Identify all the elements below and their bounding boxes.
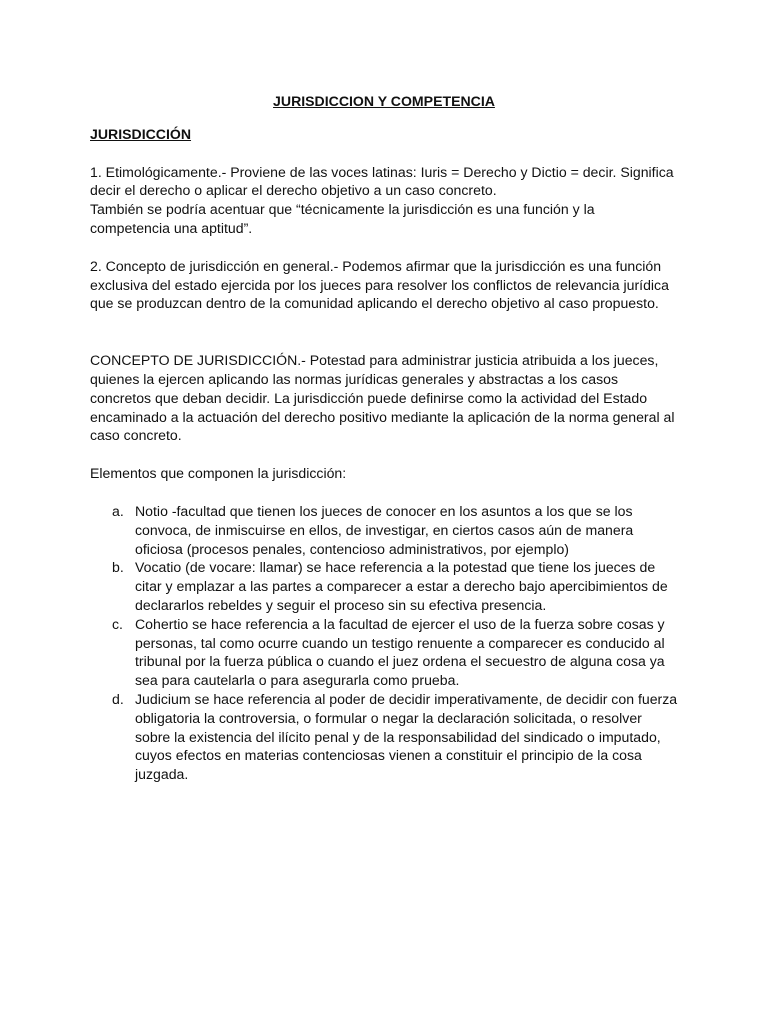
elements-list <box>90 502 678 784</box>
list-item <box>90 502 678 558</box>
paragraph-jurisdiction-concept: CONCEPTO DE JURISDICCIÓN.- Potestad para administrar justicia atribuida a los jueces, quienes la ejercen aplicando las normas jurídicas generales y abstractas a los casos concretos que deban decidir. La jurisdicción puede definirse como la actividad del Estado encaminado a la actuación del derecho positivo mediante la aplicación de la norma general al caso concreto. <box>90 352 675 444</box>
elements-intro: Elementos que componen la jurisdicción: <box>90 465 347 482</box>
list-item <box>90 690 678 784</box>
list-item-text: Cohertio se hace referencia a la facultad de ejercer el uso de la fuerza sobre cosas y personas, tal como ocurre cuando un testigo renuente a comparecer es conducido al tribunal por la fuerza pública o cuando el juez ordena el secuestro de alguna cosa ya sea para cautelarla o para asegurarla como prueba. <box>135 615 665 689</box>
list-marker: c. <box>112 615 123 632</box>
list-marker: d. <box>112 690 124 707</box>
section-heading: JURISDICCIÓN <box>90 125 192 142</box>
paragraph-general-concept: 2. Concepto de jurisdicción en general.- Podemos afirmar que la jurisdicción es una función exclusiva del estado ejercida por los jueces para resolver los conflictos de relevancia jurídica que se produzcan dentro de la comunidad aplicando el derecho objetivo al caso propuesto. <box>90 257 669 312</box>
list-item-text: Notio -facultad que tienen los jueces de conocer en los asuntos a los que se los convoca, de inmiscuirse en ellos, de investigar, en ciertos casos aún de manera oficiosa (procesos penales, contencioso administrativos, por ejemplo) <box>135 502 634 557</box>
document-title: JURISDICCION Y COMPETENCIA <box>273 93 495 109</box>
list-marker: a. <box>112 502 124 519</box>
list-item-text: Judicium se hace referencia al poder de decidir imperativamente, de decidir con fuerza obligatoria la controversia, o formular o negar la declaración solicitada, o resolver sobre la existencia del ilícito penal y de la responsabilidad del sindicado o imputado, cuyos efectos en materias contenciosas vienen a constituir el principio de la cosa juzgada. <box>135 690 678 783</box>
list-marker: b. <box>112 559 124 576</box>
paragraph-etymology: 1. Etimológicamente.- Proviene de las voces latinas: Iuris = Derecho y Dictio = decir. Significa decir el derecho o aplicar el derecho objetivo a un caso concreto. <box>90 163 674 199</box>
list-item-text: Vocatio (de vocare: llamar) se hace referencia a la potestad que tiene los jueces de citar y emplazar a las partes a comparecer a estar a derecho bajo apercibimientos de declararlos rebeldes y seguir el proceso sin su efectiva presencia. <box>135 559 668 613</box>
paragraph-function-note: También se podría acentuar que “técnicamente la jurisdicción es una función y la competencia una aptitud”. <box>90 201 595 236</box>
list-item <box>90 615 678 690</box>
list-item <box>90 558 678 614</box>
